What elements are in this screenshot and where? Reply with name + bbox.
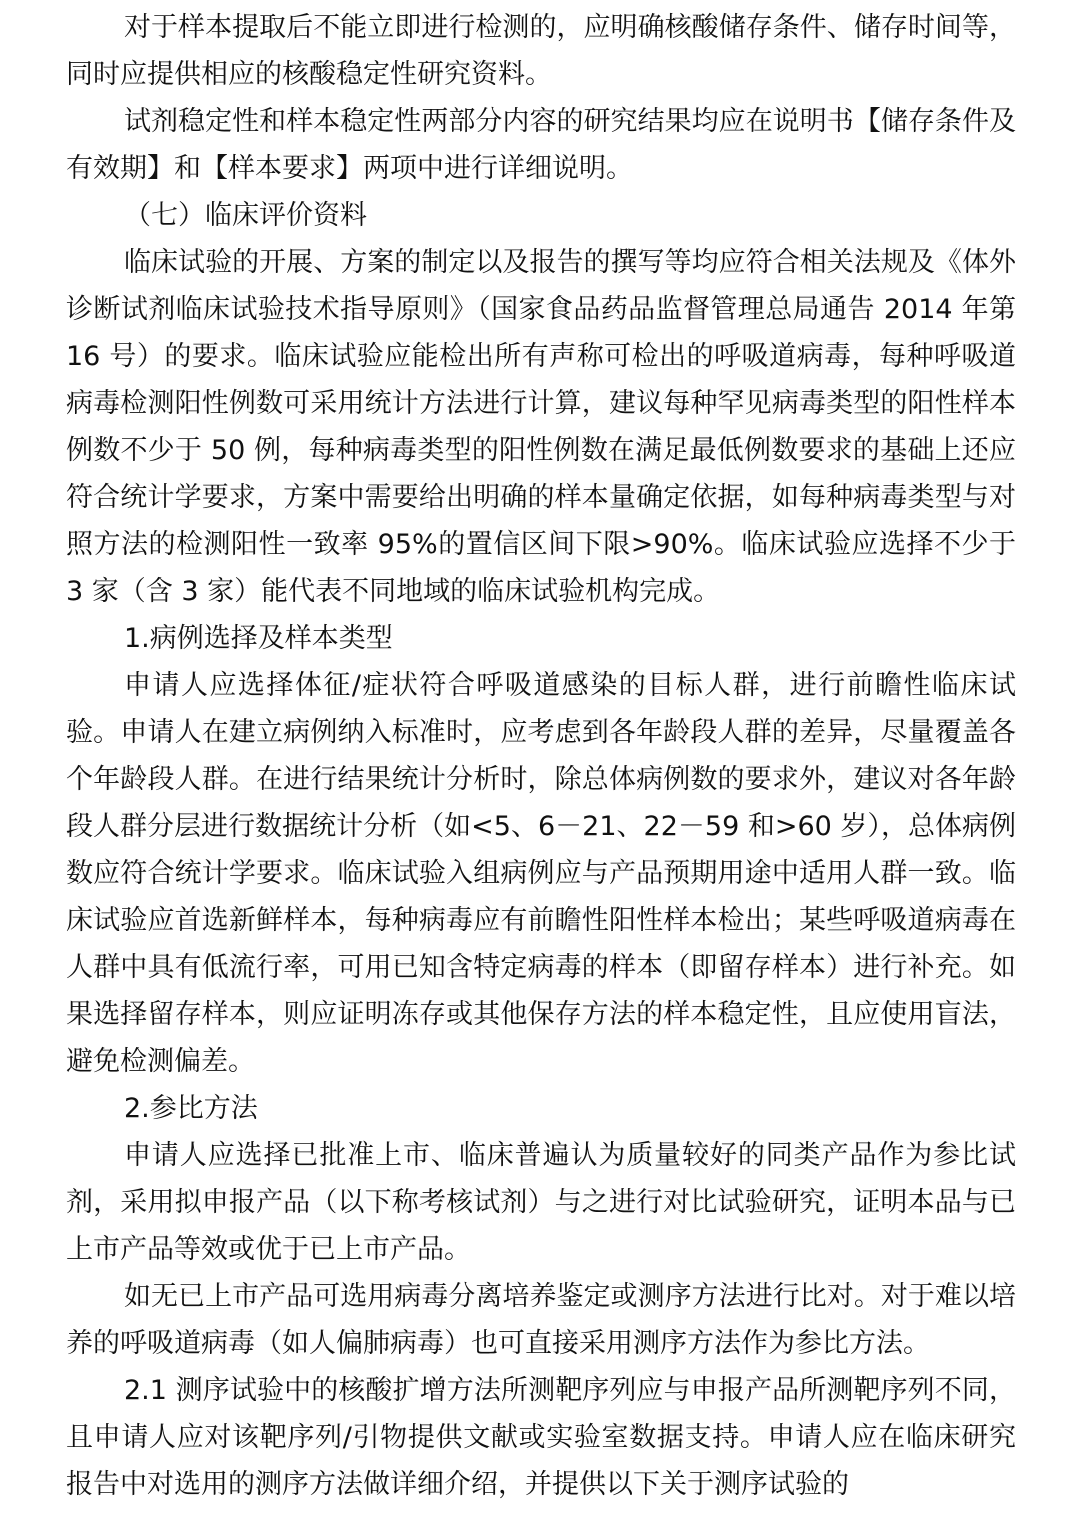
subheading-case-selection: 1.病例选择及样本类型 <box>124 623 393 654</box>
paragraph-sequencing-method: 2.1 测序试验中的核酸扩增方法所测靶序列应与申报产品所测靶序列不同，且申请人应对该靶序列/引物提供文献或实验室数据支持。申请人应在临床研究报告中对选用的测序方法做详细介绍，并提供以下关于测序试验的 <box>66 1375 1016 1500</box>
paragraph-reference-reagent: 申请人应选择已批准上市、临床普遍认为质量较好的同类产品作为参比试剂，采用拟申报产品（以下称考核试剂）与之进行对比试验研究，证明本品与已上市产品等效或优于已上市产品。 <box>66 1140 1016 1265</box>
paragraph-sample-storage: 对于样本提取后不能立即进行检测的，应明确核酸储存条件、储存时间等，同时应提供相应的核酸稳定性研究资料。 <box>66 12 1016 90</box>
paragraph-case-selection: 申请人应选择体征/症状符合呼吸道感染的目标人群，进行前瞻性临床试验。申请人在建立病例纳入标准时，应考虑到各年龄段人群的差异，尽量覆盖各个年龄段人群。在进行结果统计分析时，除总体病例数的要求外，建议对各年龄段人群分层进行数据统计分析（如<5、6－21、22－59 和>60 岁），总体病例数应符合统计学要求。临床试验入组病例应与产品预期用途中适用人群一致。临床试验应首选新鲜样本，每种病毒应有前瞻性阳性样本检出；某些呼吸道病毒在人群中具有低流行率，可用已知含特定病毒的样本（即留存样本）进行补充。如果选择留存样本，则应证明冻存或其他保存方法的样本稳定性，且应使用盲法，避免检测偏差。 <box>66 670 1016 1077</box>
subheading-reference-method: 2.参比方法 <box>124 1093 258 1124</box>
paragraph-clinical-trial-requirements: 临床试验的开展、方案的制定以及报告的撰写等均应符合相关法规及《体外诊断试剂临床试验技术指导原则》（国家食品药品监督管理总局通告 2014 年第 16 号）的要求。临床试验应能检出所有声称可检出的呼吸道病毒，每种呼吸道病毒检测阳性例数可采用统计方法进行计算，建议每种罕见病毒类型的阳性样本例数不少于 50 例，每种病毒类型的阳性例数在满足最低例数要求的基础上还应符合统计学要求，方案中需要给出明确的样本量确定依据，如每种病毒类型与对照方法的检测阳性一致率 95%的置信区间下限>90%。临床试验应选择不少于 3 家（含 3 家）能代表不同地域的临床试验机构完成。 <box>66 247 1016 607</box>
document-page <box>66 4 1016 1508</box>
paragraph-alternative-methods: 如无已上市产品可选用病毒分离培养鉴定或测序方法进行比对。对于难以培养的呼吸道病毒（如人偏肺病毒）也可直接采用测序方法作为参比方法。 <box>66 1281 1016 1359</box>
section-heading-clinical-evaluation: （七）临床评价资料 <box>124 200 367 231</box>
paragraph-stability-instructions: 试剂稳定性和样本稳定性两部分内容的研究结果均应在说明书【储存条件及有效期】和【样本要求】两项中进行详细说明。 <box>66 106 1016 184</box>
